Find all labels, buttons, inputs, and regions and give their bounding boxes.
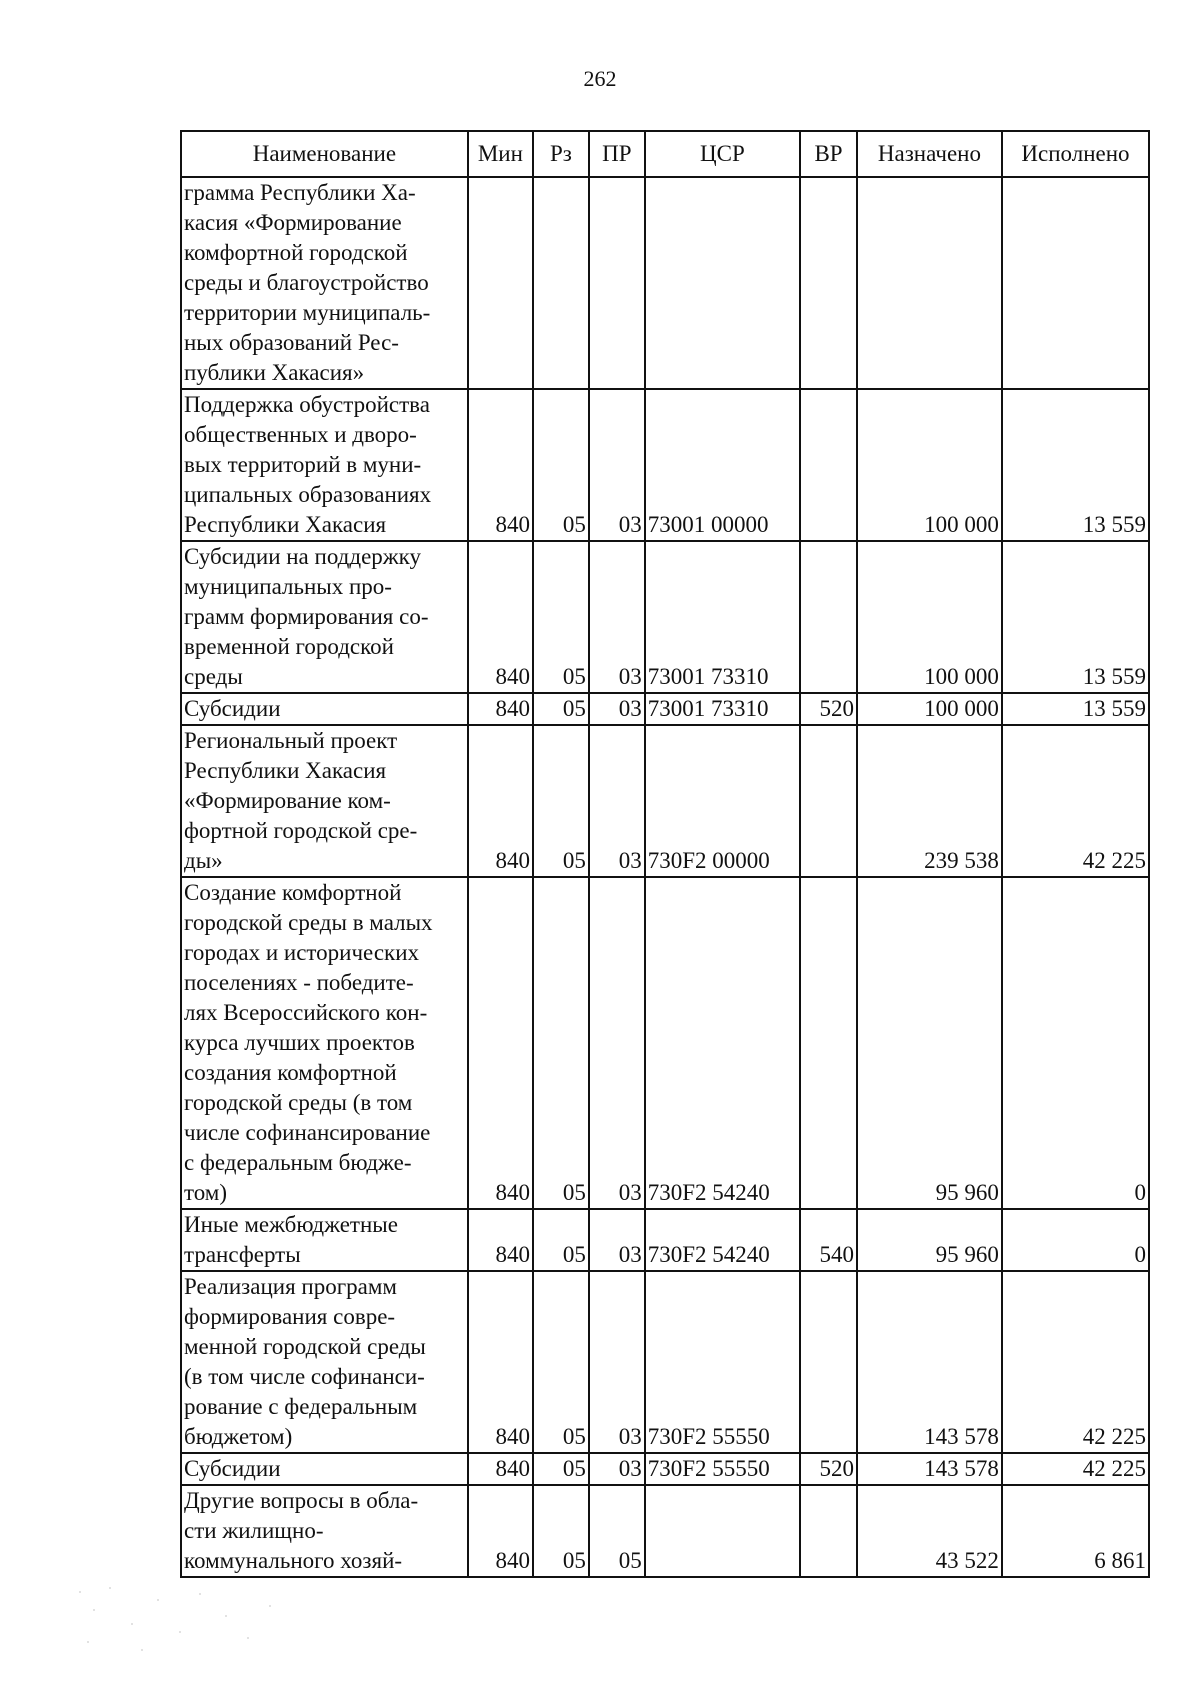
cell-vr (800, 541, 857, 693)
cell-assigned: 143 578 (857, 1271, 1002, 1453)
cell-vr: 520 (800, 1453, 857, 1485)
cell-rz: 05 (533, 541, 589, 693)
cell-rz: 05 (533, 725, 589, 877)
cell-vr (800, 877, 857, 1209)
table-body (181, 177, 1149, 1577)
cell-pr: 03 (589, 1453, 645, 1485)
cell-assigned: 95 960 (857, 877, 1002, 1209)
scan-noise-marks (70, 1580, 290, 1660)
header-executed: Исполнено (1002, 131, 1149, 177)
cell-pr: 05 (589, 1485, 645, 1577)
table-row (181, 177, 1149, 389)
header-row (181, 131, 1149, 177)
cell-min: 840 (468, 725, 533, 877)
cell-assigned: 43 522 (857, 1485, 1002, 1577)
cell-pr: 03 (589, 1271, 645, 1453)
cell-rz: 05 (533, 1485, 589, 1577)
cell-pr: 03 (589, 877, 645, 1209)
cell-assigned (857, 177, 1002, 389)
cell-name: Субсидии (181, 1453, 468, 1485)
cell-rz: 05 (533, 1209, 589, 1271)
table-row (181, 1453, 1149, 1485)
cell-min: 840 (468, 1209, 533, 1271)
cell-executed: 13 559 (1002, 541, 1149, 693)
cell-csr (645, 1485, 800, 1577)
cell-assigned: 100 000 (857, 541, 1002, 693)
table-row (181, 693, 1149, 725)
header-rz: Рз (533, 131, 589, 177)
cell-assigned: 100 000 (857, 389, 1002, 541)
cell-rz: 05 (533, 389, 589, 541)
cell-rz (533, 177, 589, 389)
cell-name: Региональный проект Республики Хакасия «Формирование ком- фортной городской сре- ды» (181, 725, 468, 877)
cell-rz: 05 (533, 1453, 589, 1485)
cell-executed: 13 559 (1002, 389, 1149, 541)
table-row (181, 1271, 1149, 1453)
cell-csr: 73001 00000 (645, 389, 800, 541)
cell-vr (800, 725, 857, 877)
cell-min: 840 (468, 1485, 533, 1577)
table-row (181, 541, 1149, 693)
cell-executed: 6 861 (1002, 1485, 1149, 1577)
cell-min: 840 (468, 389, 533, 541)
table-row (181, 389, 1149, 541)
cell-pr: 03 (589, 725, 645, 877)
cell-vr: 520 (800, 693, 857, 725)
cell-min (468, 177, 533, 389)
header-min: Мин (468, 131, 533, 177)
cell-pr: 03 (589, 1209, 645, 1271)
cell-csr: 730F2 55550 (645, 1453, 800, 1485)
table-row (181, 725, 1149, 877)
cell-csr: 73001 73310 (645, 541, 800, 693)
header-assigned: Назначено (857, 131, 1002, 177)
table-row (181, 877, 1149, 1209)
cell-name: Поддержка обустройства общественных и дворо- вых территорий в муни- ципальных образованиях Республики Хакасия (181, 389, 468, 541)
table-row (181, 1209, 1149, 1271)
cell-csr: 730F2 00000 (645, 725, 800, 877)
cell-executed: 0 (1002, 877, 1149, 1209)
cell-pr: 03 (589, 389, 645, 541)
cell-rz: 05 (533, 877, 589, 1209)
cell-vr (800, 1271, 857, 1453)
cell-csr: 730F2 55550 (645, 1271, 800, 1453)
cell-name: грамма Республики Ха- касия «Формирование комфортной городской среды и благоустройство территории муниципаль- ных образований Рес- публики Хакасия» (181, 177, 468, 389)
cell-min: 840 (468, 1453, 533, 1485)
cell-executed: 42 225 (1002, 725, 1149, 877)
cell-pr (589, 177, 645, 389)
cell-name: Иные межбюджетные трансферты (181, 1209, 468, 1271)
cell-csr: 730F2 54240 (645, 1209, 800, 1271)
cell-min: 840 (468, 693, 533, 725)
cell-name: Субсидии (181, 693, 468, 725)
cell-csr (645, 177, 800, 389)
table-row (181, 1485, 1149, 1577)
cell-name: Создание комфортной городской среды в малых городах и исторических поселениях - победите- лях Всероссийского кон- курса лучших проектов создания комфортной городской среды (в том числе софинансирование с федеральным бюдже- том) (181, 877, 468, 1209)
cell-name: Субсидии на поддержку муниципальных про- грамм формирования со- временной городской среды (181, 541, 468, 693)
cell-name: Реализация программ формирования совре- менной городской среды (в том числе софинанси- рование с федеральным бюджетом) (181, 1271, 468, 1453)
header-pr: ПР (589, 131, 645, 177)
cell-csr: 73001 73310 (645, 693, 800, 725)
page-number: 262 (583, 66, 617, 91)
cell-executed: 42 225 (1002, 1453, 1149, 1485)
cell-vr: 540 (800, 1209, 857, 1271)
cell-vr (800, 177, 857, 389)
cell-executed: 13 559 (1002, 693, 1149, 725)
header-csr: ЦСР (645, 131, 800, 177)
cell-name: Другие вопросы в обла- сти жилищно- коммунального хозяй- (181, 1485, 468, 1577)
cell-vr (800, 1485, 857, 1577)
cell-executed: 42 225 (1002, 1271, 1149, 1453)
cell-executed: 0 (1002, 1209, 1149, 1271)
cell-executed (1002, 177, 1149, 389)
header-vr: ВР (800, 131, 857, 177)
cell-min: 840 (468, 1271, 533, 1453)
cell-min: 840 (468, 877, 533, 1209)
cell-rz: 05 (533, 693, 589, 725)
cell-assigned: 143 578 (857, 1453, 1002, 1485)
cell-min: 840 (468, 541, 533, 693)
cell-pr: 03 (589, 693, 645, 725)
cell-assigned: 239 538 (857, 725, 1002, 877)
cell-pr: 03 (589, 541, 645, 693)
header-name: Наименование (181, 131, 468, 177)
cell-rz: 05 (533, 1271, 589, 1453)
cell-assigned: 100 000 (857, 693, 1002, 725)
cell-assigned: 95 960 (857, 1209, 1002, 1271)
cell-csr: 730F2 54240 (645, 877, 800, 1209)
cell-vr (800, 389, 857, 541)
budget-table (180, 130, 1150, 1578)
